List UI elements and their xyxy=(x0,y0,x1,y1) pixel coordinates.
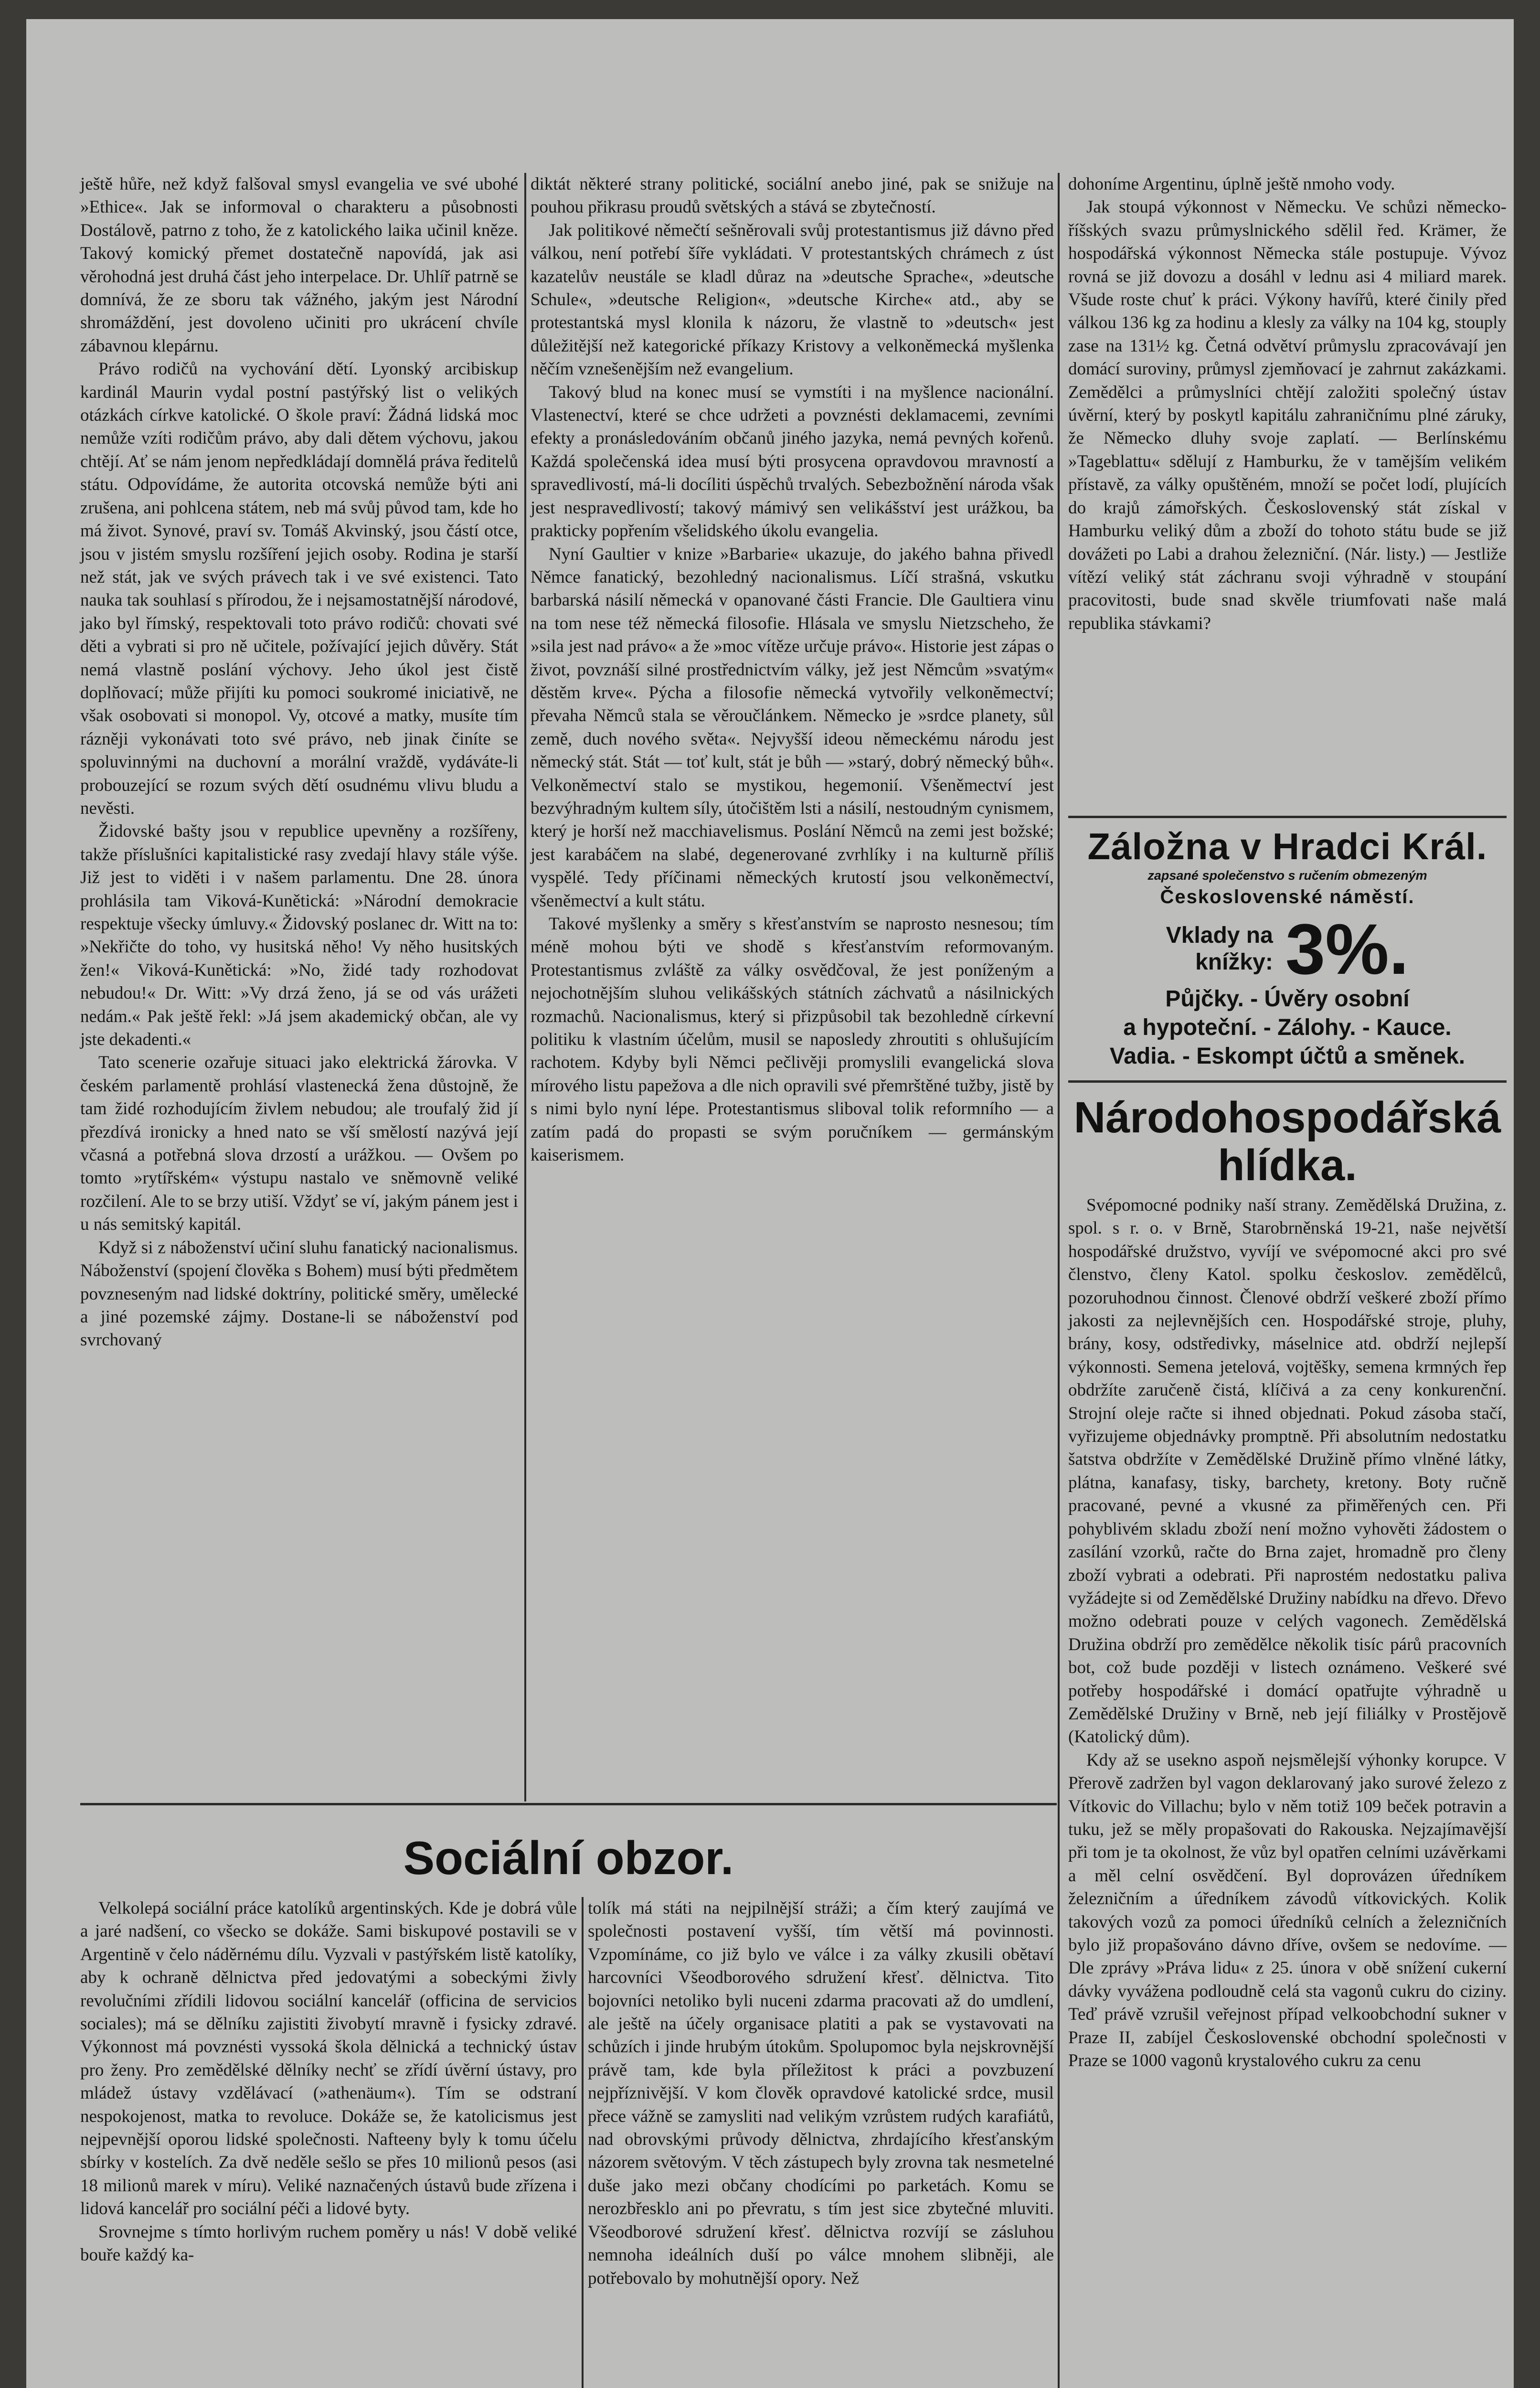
ad-address: Československé náměstí. xyxy=(1160,886,1415,907)
paragraph: Takový blud na konec musí se vymstíti i na myšlence nacionální. Vlastenectví, které se chce udržeti a povznésti deklamacemi, zevními efekty a pronásledováním občanů jiného jazyka, nemá pevných kořenů. Každá společenská idea musí býti prosycena opravdovou mravností a spravedlivostí, má-li docíliti úspěchů trvalých. Sebezbožnění národa však jest nespravedlivostí; takový mámivý sen velikášství jest urážkou, ba prakticky popřením všelidského úkolu evangelia. xyxy=(531,382,1054,541)
paragraph: Tato scenerie ozařuje situaci jako elektrická žárovka. V českém parlamentě prohlásí vlastenecká žena důstojně, že tam židé rozhodujícím živlem nebudou; ale troufalý žid jí přezdívá ironicky a hned nato se vší smělostí nazývá její včasná a potřebná slova drzostí a urážkou. — Ovšem po tomto »rytířském« výstupu nastalo ve sněmovně veliké rozčilení. Ale to se brzy utiší. Vždyť se ví, jakým pánem jest i u nás semitský kapitál. xyxy=(80,1053,518,1235)
paragraph: Když si z náboženství učiní sluhu fanatický nacionalismus. Náboženství (spojení člověka s Bohem) musí býti předmětem povzneseným nad lidské doktríny, politické směry, umělecké a jiné pozemské zájmy. Dostane-li se náboženství pod svrchovaný xyxy=(80,1237,518,1350)
ad-title: Záložna v Hradci Král. xyxy=(1087,825,1487,867)
economy-section-text xyxy=(1068,1194,1507,2388)
ad-services-line: a hypoteční. - Zálohy. - Kauce. xyxy=(1123,1015,1452,1040)
ad-deposit-rate xyxy=(1068,909,1507,989)
paragraph: Právo rodičů na vychování dětí. Lyonský arcibiskup kardinál Maurin vydal postní pastýřský list o velikých otázkách církve katolické. O škole praví: Žádná lidská moc nemůže vzíti rodičům právo, aby dali dětem výchovu, jakou chtějí. Ať se nám jenom nepředkládají domnělá práva ředitelů státu. Odpovídáme, že autorita otcovská nemůže býti ani zrušena, ani pohlcena státem, neb má svůj původ tam, kde ho má život. Synové, praví sv. Tomáš Akvinský, jsou částí otce, jsou v jistém smyslu rozšíření jejich osoby. Rodina je starší než stát, jak ve svých právech tak i ve své existenci. Tato nauka tak souhlasí s přírodou, že i nejsamostatnější národové, jako byl římský, respektovali toto právo rodičů: chovati své děti a vybrati si pro ně učitele, požívající jejich důvěry. Stát nemá vlastně poslání výchovy. Jeho úkol jest čistě doplňovací; může přijíti ku pomoci soukromé iniciativě, ne však osobovati si monopol. Vy, otcové a matky, musíte tím rázněji vykonávati toto své právo, neb jinak činíte se spoluvinnými na duchovní a morální vraždě, vydáváte-li probouzející se rozum svých dětí osudnému vlivu bludu a nevěsti. xyxy=(80,359,518,818)
paragraph: Jak stoupá výkonnost v Německu. Ve schůzi německo-říšských svazu průmyslnického sdělil řed. Krämer, že hospodářská výkonnost Německa stále postupuje. Vývoz rovná se již dovozu a dosáhl v lednu asi 4 miliard marek. Všude roste chuť k práci. Výkony havířů, které činily před válkou 136 kg za hodinu a klesly za války na 104 kg, stouply zase na 131½ kg. Četná odvětví průmyslu zpracovávají jen domácí suroviny, průmysl zjemňovací je zahrnut zakázkami. Zemědělci a průmyslníci chtějí založiti společný ústav úvěrní, který by poskytl kapitálu zahraničnímu plné záruky, že Německo dluhy svoje zaplatí. — Berlínskému »Tageblattu« sdělují z Hamburku, že v tamějším velikém přístavě, za války opuštěném, množí se počet lodí, plujících do krajů zámořských. Československý stát získal v Hamburku veliký dům a zboží do tohoto státu bude se již dovážeti po Labi a drahou železniční. (Nár. listy.) — Jestliže vítězí veliký stát záchranu svoji výhradně v stoupání pracovitosti, bude snad skvěle triumfovati naše malá republika stávkami? xyxy=(1068,197,1507,633)
social-column-2 xyxy=(588,1897,1054,2388)
ad-rule-top xyxy=(1068,816,1507,818)
economy-section-title: Národohospodářská hlídka. xyxy=(1073,1093,1501,1190)
paragraph: Židovské bašty jsou v republice upevněny a rozšířeny, takže příslušníci kapitalistické rasy zvedají hlavy stále výše. Již jest to viděti i v našem parlamentu. Dne 28. února prohlásila tam Viková-Kunětická: »Národní demokracie respektuje všecky úmluvy.« Židovský poslanec dr. Witt na to: »Nekřičte do toho, vy husitská něho! Vy něho husitských žen!« Viková-Kunětická: »No, židé tady rozhodovat nebudou!« Dr. Witt: »Vy drzá ženo, já se od vás urážeti nedám.« Pak ještě řekl: »Já jsem akademický občan, ale vy jste dekadenti.« xyxy=(80,821,518,1050)
ad-deposit-label: Vklady na knížky: xyxy=(1166,923,1273,975)
paragraph: Jak politikové němečtí sešněrovali svůj protestantismus již dávno před válkou, není potřebí šíře vykládati. V protestantských chrámech z úst kazatelův neustále se kladl důraz na »deutsche Sprache«, »deutsche Schule«, »deutsche Religion«, »deutsche Kirche« atd., aby se protestantská mysl klonila k názoru, že vlastně to »deutsch« jest důležitější než kategorické příkazy Kristovy a velkoněmecká myšlenka něčím vznešenějším než evangelium. xyxy=(531,220,1054,379)
ad-subtitle: zapsané společenstvo s ručením obmezeným xyxy=(1147,868,1427,883)
paragraph: Kdy až se usekno aspoň nejsmělejší výhonky korupce. V Přerově zadržen byl vagon deklarovaný jako surové železo z Vítkovic do Villachu; bylo v něm totiž 109 beček potravin a tuku, jež se měly propašovati do Rakouska. Nejzajímavější při tom je ta okolnost, že vůz byl opatřen celními uzávěrkami a měl celní osvědčení. Byl doprovázen úředníkem železničním a úředníkem závodů vítkovických. Kolik takových vozů za pomoci úředníků celních a železničních bylo již propašováno dávno dříve, ovšem se nedovíme. — Dle zprávy »Práva lidu« z 25. února v obě snížení cukerní dávky vyvážena podloudně celá sta vagonů cukru do ciziny. Teď právě vzrušil veřejnost případ velkoobchodní sukner v Praze II, zabíjel Československé obchodní společnosti v Praze se 1000 vagonů krystalového cukru za cenu xyxy=(1068,1750,1507,2071)
ad-services-line: Vadia. - Eskompt účtů a směnek. xyxy=(1109,1044,1466,1069)
ad-services-line: Půjčky. - Úvěry osobní xyxy=(1165,986,1410,1012)
paragraph: Nyní Gaultier v knize »Barbarie« ukazuje, do jakého bahna přivedl Němce fanatický, bezohledný nacionalismus. Líčí strašná, vskutku barbarská násilí německá v opanované části Francie. Dle Gaultiera vinu na tom nese též německá filosofie. Hlásala ve smyslu Nietzscheho, že »sila jest nad právo« a že »moc vítěze určuje právo«. Historie jest zápas o život, povznáší silné prostřednictvím války, jež jest Němcům »svatým« děstěm krve«. Pýcha a filosofie německá vytvořily velkoněmectví; převaha Němců stala se věroučlánkem. Německo je »srdce planety, sůl země, duch nového světa«. Nejvyšší ideou německému národu jest německý stát. Stát — toť kult, stát je bůh — »starý, dobrý německý bůh«. Velkoněmectví stalo se mystikou, hegemonií. Všeněmectví jest bezvýhradným kultem síly, útočištěm lsti a násilí, nestoudným cynismem, který je horší než macchiavelismus. Poslání Němců na zemi jest božské; jest karabáčem na slabé, degenerované zvrhlíky i na kulturně příliš vyspělé. Tedy příčinami německých krutostí jsou velkoněmectví, všeněmectví a kult státu. xyxy=(531,544,1054,911)
paragraph: dohoníme Argentinu, úplně ještě nmoho vody. xyxy=(1068,174,1395,194)
ad-deposit-rate-value: 3%. xyxy=(1285,909,1409,989)
column-rule xyxy=(582,1897,584,2388)
paragraph: Takové myšlenky a směry s křesťanstvím se naprosto nesnesou; tím méně mohou býti ve shodě s křesťanstvím reformovaným. Protestantismus zvláště za války osvědčoval, že jest poníženým a nejochotnějším sluhou velikášských státních záchvatů a násilnických rozmachů. Nacionalismus, který si přizpůsobil tak bezohledně církevní politiku k vlastním účelům, musil se naposledy zhroutiti s ohlušujícím rachotem. Kdyby byli Němci pečlivěji promyslili evangelická slova mírového listu papežova a dle nich opravili své přemrštěné tužby, jistě by s nimi bylo nyní lépe. Protestantismus sliboval tolik reformního — a zatím padá do propasti se svým poručníkem — germánským kaiserismem. xyxy=(531,914,1054,1165)
section-rule xyxy=(80,1803,1057,1805)
paragraph: tolík má státi na nejpilnější stráži; a čím který zaujímá ve společnosti postavení vyšší, tím větší má povinnosti. Vzpomínáme, co již bylo ve válce i za války zkusili obětaví harcovníci Všeodborového sdružení křesť. dělnictva. Tito bojovníci netoliko byli nuceni zdarma pracovati až do umdlení, ale ještě na účely organisace platiti a pak se vystavovati na schůzích i jinde hrubým útokům. Spolupomoc byla nejskrovnější právě tam, kde byla příležitost k práci a povzbuzení nejpříznivější. V kom člověk opravdové katolické srdce, musil přece vážně se zamysliti nad velikým vzrůstem rudých karafiátů, nad obrovskými průvody dělnictva, zhrdajícího křesťanským názorem světovým. V těch zástupech byly zrovna tak nesmetelné duše jako mezi občany chodícími po parketách. Komu se nerozbřesklo ani po převratu, s tím jest sice zbytečné mluviti. Všeodborové sdružení křesť. dělnictva rozvíjí se zásluhou nemnoha ideálních duší po válce mnohem slibněji, ale potřebovalo by mohutnější opory. Než xyxy=(588,1898,1054,2288)
column-rule xyxy=(524,173,526,1802)
newspaper-page xyxy=(26,19,1514,2388)
social-column-1 xyxy=(80,1897,577,2388)
article-column-1 xyxy=(80,173,518,1799)
ad-rule-bottom xyxy=(1068,1080,1507,1083)
paragraph: Svépomocné podniky naší strany. Zemědělská Družina, z. spol. s r. o. v Brně, Starobrněnská 19-21, naše největší hospodářské družstvo, vyvíjí ve svépomocné akci pro své členstvo, členy Katol. spolku českoslov. zemědělců, pozoruhodnou činnost. Členové obdrží veškeré zboží přímo jakosti za nejlevnějších cen. Hospodářské stroje, pluhy, brány, kosy, odstředivky, máselnice atd. obdrží nejlepší výkonnosti. Semena jetelová, vojtěšky, semena krmných řep obdržíte zaručeně čistá, klíčivá a za ceny konkurenční. Strojní oleje račte si ihned objednati. Pokud zásoba stačí, vyřizujeme objednávky promptně. Při absolutním nedostatku šatstva obdržíte v Zemědělské Družině přímo vlněné látky, plátna, kanafasy, tisky, barchety, kretony. Boty ručně pracované, pevné a vkusné za přiměřených cen. Při pohyblivém skladu zboží není možno vyhověti žádostem o zasílání vzorků, račte do Brna zajet, hromadně pro členy zboží vybrati a odebrati. Při naprostém nedostatku paliva vyžádejte si od Zemědělské Družiny nabídku na dřevo. Dřevo možno odebrati pouze v celých vagonech. Zemědělská Družina obdrží pro zemědělce několik tisíc párů pracovních bot, což bude později v listech oznámeno. Veškeré své potřeby hospodářské i domácí opatřujte výhradně u Zemědělské Družiny v Brně, neb její filiálky v Prostějově (Katolický dům). xyxy=(1068,1195,1507,1747)
savings-bank-advertisement xyxy=(1068,825,1507,1078)
paragraph: Velkolepá sociální práce katolíků argentinských. Kde je dobrá vůle a jaré nadšení, co všecko se dokáže. Sami biskupové postavili se v Argentině v čelo náděrnému dílu. Vyzvali v pastýřském listě katolíky, aby k ochraně dělnictva před jedovatými a sobeckými živly revolučními zřídili lidovou sociální kancelář (officina de servicios sociales); má se dělníku zajistiti živobytí mravně i fysicky zdravé. Výkonnost má povznésti vyssoká škola dělnická a technický ústav pro ženy. Pro zemědělské dělníky nechť se zřídí úvěrní ústavy, pro mládež ústavy vzdělávací (»athenäum«). Tím se odstraní nespokojenost, matka to revoluce. Dokáže se, že katolicismus jest nejpevnější oporou lidské společnosti. Nafteeny byly k tomu účelu sbírky v kostelích. Za dvě neděle sešlo se přes 10 milionů pesos (asi 18 milionů marek v míru). Veliké naznačených ústavů bude zřízena i lidová kancelář pro sociální péči a lidové byty. xyxy=(80,1898,577,2219)
paragraph: diktát některé strany politické, sociální anebo jiné, pak se snižuje na pouhou přikrasu proudů světských a stává se zbytečností. xyxy=(531,174,1054,217)
social-section-title: Sociální obzor. xyxy=(403,1832,734,1884)
article-column-3 xyxy=(1068,173,1507,813)
column-rule xyxy=(1058,173,1060,2388)
article-column-2 xyxy=(531,173,1054,1794)
paragraph: ještě hůře, než když falšoval smysl evangelia ve své ubohé »Ethice«. Jak se informoval o charakteru a působnosti Dostálově, patrno z toho, že z katolického laika učinil kněze. Takový komický přemet dostatečně napovídá, jak asi věrohodná jest druhá část jeho interpelace. Dr. Uhlíř patrně se domnívá, že ze sboru tak vážného, jakým jest Národní shromáždění, jest dovoleno učiniti pro ukrácení chvíle zábavnou klepárnu. xyxy=(80,174,518,356)
paragraph: Srovnejme s tímto horlivým ruchem poměry u nás! V době veliké bouře každý ka- xyxy=(80,2222,577,2265)
